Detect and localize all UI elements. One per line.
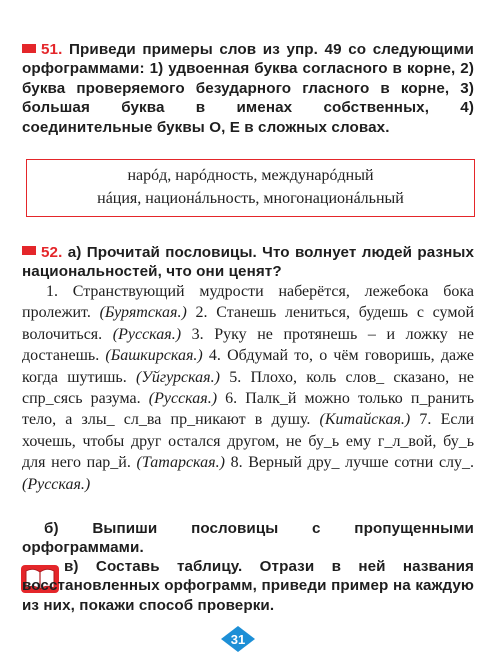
proverb-origin: (Татарская.) [136,454,225,472]
exercise-52-b-text: б) Выпиши пословицы с пропущенными орфограммами. [22,520,474,557]
proverb-origin: (Бурятская.) [99,304,187,322]
word-box [26,159,475,217]
exercise-52-task-b [22,519,474,558]
proverb-text: Руку не протянешь – и ложку не достанешь. [22,325,475,365]
proverb-origin: (Русская.) [148,390,218,408]
proverb-number: 3. [191,325,204,343]
proverb-number: 8. [230,454,243,472]
exercise-52-task-v [22,557,474,615]
proverb-origin: (Китайская.) [319,411,411,429]
exercise-52-task-a [22,243,474,282]
proverb-origin: (Русская.) [112,325,182,343]
exercise-51-task [22,40,474,137]
proverb-number: 7. [419,411,432,429]
exercise-52-v-text: в) Составь таблицу. Отрази в ней названия восстановленных орфограмм, приведи пример на каждую из них, покажи способ проверки. [22,558,474,614]
proverbs-text [22,281,474,495]
proverb-text: Странствующий мудрости наберётся, лежебока бока пролежит. [22,283,475,322]
proverb-text: Если хочешь, чтобы друг остался другом, не бу_ь ему г_л_вой, бу_ь для него пар_й. [22,411,474,472]
word-box-row-2: нáция, национáльность, многонационáльный [97,190,404,207]
proverb-number: 5. [229,368,242,386]
proverb-text: Палк_й можно только п_ранить тело, а злы_ сл_ва пр_никают в душу. [22,390,475,429]
word-box-row-1: нарóд, нарóдность, междунарóдный [127,167,374,184]
exercise-52-a-text: а) Прочитай пословицы. Что волнует людей разных национальностей, что они ценят? [22,244,474,281]
proverb-origin: (Уйгурская.) [135,368,220,386]
proverb-origin: (Русская.) [22,475,91,493]
proverb-number: 2. [195,304,208,322]
proverb-text: Плохо, коль слов_ сказано, не спр_сясь разума. [22,368,475,408]
exercise-52-number: 52. [41,244,63,261]
exercise-51-text: Приведи примеры слов из упр. 49 со следующими орфограммами: 1) удвоенная буква согласного в корне, 2) буква проверяемого безударного гласного в корне, 3) большая буква в именах собственных, 4) соединительные буквы О, Е в сложных словах. [22,41,474,136]
exercise-51-number: 51. [41,41,63,58]
proverb-text: Станешь лениться, будешь с сумой волочиться. [22,304,475,343]
proverb-number: 1. [46,283,58,300]
proverb-number: 6. [225,390,238,408]
proverb-text: Обдумай то, о чём говоришь, даже когда шутишь. [22,347,475,386]
proverb-text: Верный дру_ лучше сотни слу_. [248,454,475,472]
proverb-number: 4. [208,347,221,365]
proverb-origin: (Башкирская.) [105,347,203,365]
page-number-badge [221,626,255,652]
page-number: 31 [230,632,246,647]
